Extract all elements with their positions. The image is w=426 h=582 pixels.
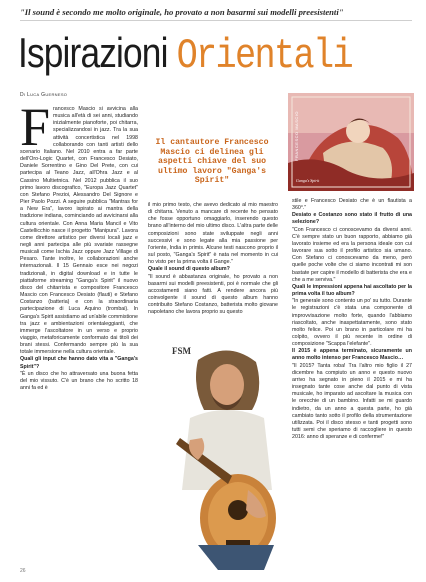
column-3 xyxy=(292,198,412,441)
album-cover-image xyxy=(288,93,414,191)
article-title xyxy=(18,30,352,79)
cover-artist: FRANCESCO MASCIO xyxy=(294,110,299,161)
musician-photo-art xyxy=(168,340,286,570)
musician-photo xyxy=(168,340,286,570)
answer-5: "Il 2015? Tanta roba! Tra l'altro mio figlio il 27 dicembre ha compiuto un anno e questo nuovo arrivo ha segnato in pieno il 2015 e mi ha insegnato tante cose anche dal punto di vista musicale, ho imparato ad ascoltare la musica con le orecchie di un bambino. Infatti se mi guardo indietro, da un anno a questa parte, ho già cambiato tanto sotto il profilo della strumentazione utilizzata. Poi il disco stesso e tanti progetti sono tutti semi che speriamo di raccogliere in questo 2016: anno di speranze e di conferme!" xyxy=(292,362,412,441)
album-cover-art xyxy=(288,93,414,191)
answer-2: "Il sound è abbastanza originale, ho provato a non basarmi sui modelli preesistenti, poi è normale che gli accostamenti siano fatti. A rendere ancora più coinvolgente il sound di questo album hanno contribuito Stefano Costanzo, batterista molto giovane napoletano che lavora proprio su questo xyxy=(148,273,278,316)
page-number: 26 xyxy=(20,568,26,574)
title-part-2: Orientali xyxy=(176,32,352,80)
cover-label xyxy=(294,111,299,161)
top-rule xyxy=(20,20,412,21)
cover-title: Ganga's Spirit xyxy=(296,178,320,183)
lead-paragraph xyxy=(20,97,138,356)
answer-1: "È un disco che ho attraversato una buona fetta del mio vissuto. C'è un brano che ho scritto 18 anni fa ed è xyxy=(20,370,138,392)
answer-3: "Con Francesco ci conoscevamo da diversi anni. C'è sempre stato un buon rapporto, abbiamo già lavorato insieme ed era la persona ideale con cui lavorare sua sotto il profilo artistico sia umano. Con Stefano ci conoscevamo da meno, però quelle poche volte che ci siamo incontrati mi son bastate per capire il modello di batterista che era e che a me serviva." xyxy=(292,226,412,283)
question-2: Quale il sound di questo album? xyxy=(148,266,230,273)
question-1: Quali gli input che hanno dato vita a "Ganga's Spirit"? xyxy=(20,356,138,370)
drop-cap: F xyxy=(20,97,51,157)
lead-text: rancesco Mascio si avvicina alla musica all'età di sei anni, studiando inizialmente pianoforte, poi chitarra, specializzandosi in jazz. Tra la sua attività concertistica nel 1998 collaborando con tanti artisti dello scenario Italiano. Nel 2010 entra a far parte dell'Oro-Logic Quartet, con Francesco Desiato, Daniele Sorrentino e Gino Del Prete, con cui partecipa al Teano Jazz, all'Ohra Jazz e al Cassino Multietnica. Nel 2012 pubblica il suo primo lavoro discografico, "Europa Jazz Quartet" con Stefano Prezioi, Alessandro Del Signore e Pier Paolo Pozzi. A seguire pubblica "Mantras for a New Era", lavoro ispirato ai mantra della tradizione indiana, cominciando ad avvicinarsi alla cultura orientale. Con Anna Maria Mancil e Vito Castellicchio nasce il progetto "Manipura". Lavora come direttore artistico per diversi locali jazz e negli anni partecipa alle più svariate rassegne musicali come Ischia Jazz oppure Jazz Village di Pesaro. Tante inoltre, le collaborazioni anche internazionali. Il 15 Gennaio esce nei negozi tradizionali, in digital download e in tutte le piattaforme streaming "Ganga's Spirit" il nuovo disco del chitarrista e compositore Francesco Mascio con Francesco Desiato (flauti) e Stefano Costanzo (batteria) e con la straordinaria partecipazione di Luca Aquino (trombai). In Ganga's Spirit assistiamo ad un'abile commistione tra jazz e ambientazioni orientaleggianti, che immerge l'ascoltatore in un verso e proprio viaggio, metaforicamente conformato dai titoli dei brani stessi. Confermando sempre più la sua totale immersione nella cultura orientale. xyxy=(20,106,138,356)
question-5: Il 2015 è appena terminato, sicuramente un anno molto intenso per Francesco Mascio… xyxy=(292,348,412,362)
question-4: Quali le impressioni appena hai ascoltato per la prima volta il tuo album? xyxy=(292,283,412,298)
byline: Di Luca Guerneso xyxy=(20,92,68,98)
header-quote: "Il sound è secondo me molto originale, ho provato a non basarmi sui modelli preesistenti" xyxy=(20,7,344,17)
pull-quote: Il cantautore Francesco Mascio ci delinea gli aspetti chiave del suo ultimo lavoro "Ganga's Spirit" xyxy=(155,138,269,186)
photo-logo: FSM xyxy=(172,346,191,356)
title-part-1: Ispirazioni xyxy=(18,29,168,76)
answer-4: "In generale sono contento un po' su tutto. Durante le registrazioni c'è stata una componente di improvvisazione molto forte, quando l'abbiamo riascoltato, anche inaspettatamente, sono stato molto felice. Poi un brano in particolare mi ha colpito, ovvero il più recente in ordine di composizione "Scappa l'elefante". xyxy=(292,298,412,348)
question-3: Desiato e Costanzo sono stato il frutto di una selezione? xyxy=(292,212,412,226)
column-2 xyxy=(148,202,278,317)
answer-2-continued: stile e Francesco Desiato che è un flautista a 360°." xyxy=(292,198,412,212)
column-1 xyxy=(20,97,138,392)
answer-1-continued: il mio primo testo, che avevo dedicato al mio maestro di chitarra. Venuto a mancare di recente ho pensato che fosse opportuno omaggiarlo, inserendo questo brano all'interno del mio ultimo disco. L'altra parte delle composizioni sono state sviluppate negli anni successivi e sono legate alla mia passione per l'oriente, India in primis. Alcune testi nascono proprio il sul posto, "Ganga's Spirit" è nata nel momento in cui ho visto per la prima volta il Gange." xyxy=(148,202,278,266)
